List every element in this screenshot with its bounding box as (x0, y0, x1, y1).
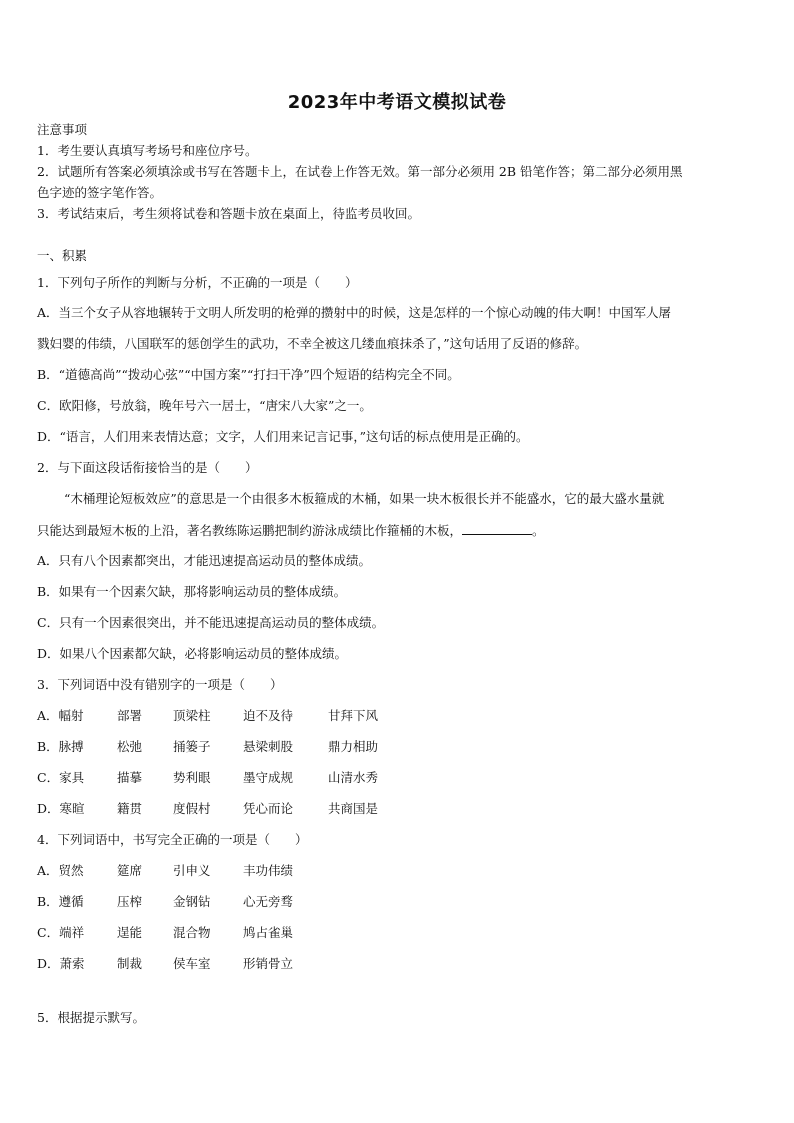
q3-d-term-2: 籍贯 (117, 801, 143, 816)
q2-option-a: A．只有八个因素都突出，才能迅速提高运动员的整体成绩。 (37, 553, 372, 568)
q4-d-term-1: D．萧索 (37, 956, 85, 971)
q2-stem: 2．与下面这段话衔接恰当的是（ ） (37, 460, 258, 475)
q3-a-term-4: 迫不及待 (243, 708, 294, 723)
notice-item-1: 1．考生要认真填写考场号和座位序号。 (37, 143, 258, 158)
q2-passage-end: 。 (532, 523, 545, 538)
q4-c-term-3: 混合物 (173, 925, 211, 940)
q3-b-term-5: 鼎力相助 (328, 739, 379, 754)
q1-stem: 1．下列句子所作的判断与分析，不正确的一项是（ ） (37, 275, 358, 290)
q2-option-d: D．如果八个因素都欠缺，必将影响运动员的整体成绩。 (37, 646, 348, 661)
q1-option-a-cont: 戮妇婴的伟绩，八国联军的惩创学生的武功，不幸全被这几缕血痕抹杀了，”这句话用了反语的修辞。 (37, 336, 588, 351)
q4-b-term-1: B．遵循 (37, 894, 84, 909)
q4-b-term-4: 心无旁骛 (243, 894, 294, 909)
q1-option-c: C．欧阳修，号放翁，晚年号六一居士，“唐宋八大家”之一。 (37, 398, 372, 413)
q4-a-term-3: 引申义 (173, 863, 211, 878)
q2-passage-line-1: “木桶理论短板效应”的意思是一个由很多木板箍成的木桶，如果一块木板很长并不能盛水，它的最大盛水量就 (64, 491, 665, 506)
q4-a-term-2: 筵席 (117, 863, 143, 878)
notice-heading: 注意事项 (37, 122, 88, 137)
q1-option-d: D．“语言，人们用来表情达意；文字，人们用来记言记事，”这句话的标点使用是正确的。 (37, 429, 529, 444)
q2-passage-text: 只能达到最短木板的上沿，著名教练陈运鹏把制约游泳成绩比作箍桶的木板， (37, 523, 463, 538)
answer-blank (462, 522, 532, 535)
q4-d-term-2: 制裁 (117, 956, 143, 971)
q3-stem: 3．下列词语中没有错别字的一项是（ ） (37, 677, 283, 692)
q3-a-term-2: 部署 (117, 708, 143, 723)
q4-d-term-3: 侯车室 (173, 956, 211, 971)
section-heading: 一、积累 (37, 248, 88, 263)
q3-a-term-3: 顶梁柱 (173, 708, 211, 723)
q2-passage-line-2 (37, 522, 545, 539)
q4-c-term-4: 鸠占雀巢 (243, 925, 294, 940)
q1-option-a: A．当三个女子从容地辗转于文明人所发明的枪弹的攒射中的时候，这是怎样的一个惊心动魄的伟大啊！中国军人屠 (37, 305, 672, 320)
q3-a-term-5: 甘拜下风 (328, 708, 379, 723)
q2-option-c: C．只有一个因素很突出，并不能迅速提高运动员的整体成绩。 (37, 615, 385, 630)
q3-b-term-2: 松弛 (117, 739, 143, 754)
q2-option-b: B．如果有一个因素欠缺，那将影响运动员的整体成绩。 (37, 584, 347, 599)
q3-c-term-5: 山清水秀 (328, 770, 379, 785)
q3-c-term-3: 势利眼 (173, 770, 211, 785)
notice-item-2-cont: 色字迹的签字笔作答。 (37, 185, 163, 200)
q5-stem: 5．根据提示默写。 (37, 1010, 145, 1025)
q3-b-term-4: 悬梁刺股 (243, 739, 294, 754)
q3-c-term-1: C．家具 (37, 770, 85, 785)
q3-c-term-4: 墨守成规 (243, 770, 294, 785)
q3-a-term-1: A．幅射 (37, 708, 84, 723)
q3-d-term-5: 共商国是 (328, 801, 379, 816)
q4-stem: 4．下列词语中，书写完全正确的一项是（ ） (37, 832, 308, 847)
q4-a-term-1: A．贸然 (37, 863, 84, 878)
notice-item-2: 2．试题所有答案必须填涂或书写在答题卡上，在试卷上作答无效。第一部分必须用 2B 铅笔作答；第二部分必须用黑 (37, 164, 683, 179)
q4-b-term-2: 压榨 (117, 894, 143, 909)
q4-d-term-4: 形销骨立 (243, 956, 294, 971)
page-title: 2023年中考语文模拟试卷 (287, 92, 507, 113)
notice-item-3: 3．考试结束后，考生须将试卷和答题卡放在桌面上，待监考员收回。 (37, 206, 420, 221)
q3-b-term-1: B．脉搏 (37, 739, 84, 754)
q3-d-term-1: D．寒暄 (37, 801, 85, 816)
q4-c-term-2: 逞能 (117, 925, 143, 940)
q3-c-term-2: 描摹 (117, 770, 143, 785)
q4-c-term-1: C．端祥 (37, 925, 85, 940)
q3-b-term-3: 捅篓子 (173, 739, 211, 754)
q1-option-b: B．“道德高尚”“拨动心弦”“中国方案”“打扫干净”四个短语的结构完全不同。 (37, 367, 460, 382)
q4-a-term-4: 丰功伟绩 (243, 863, 294, 878)
q4-b-term-3: 金钢钻 (173, 894, 211, 909)
q3-d-term-3: 度假村 (173, 801, 211, 816)
q3-d-term-4: 凭心而论 (243, 801, 294, 816)
